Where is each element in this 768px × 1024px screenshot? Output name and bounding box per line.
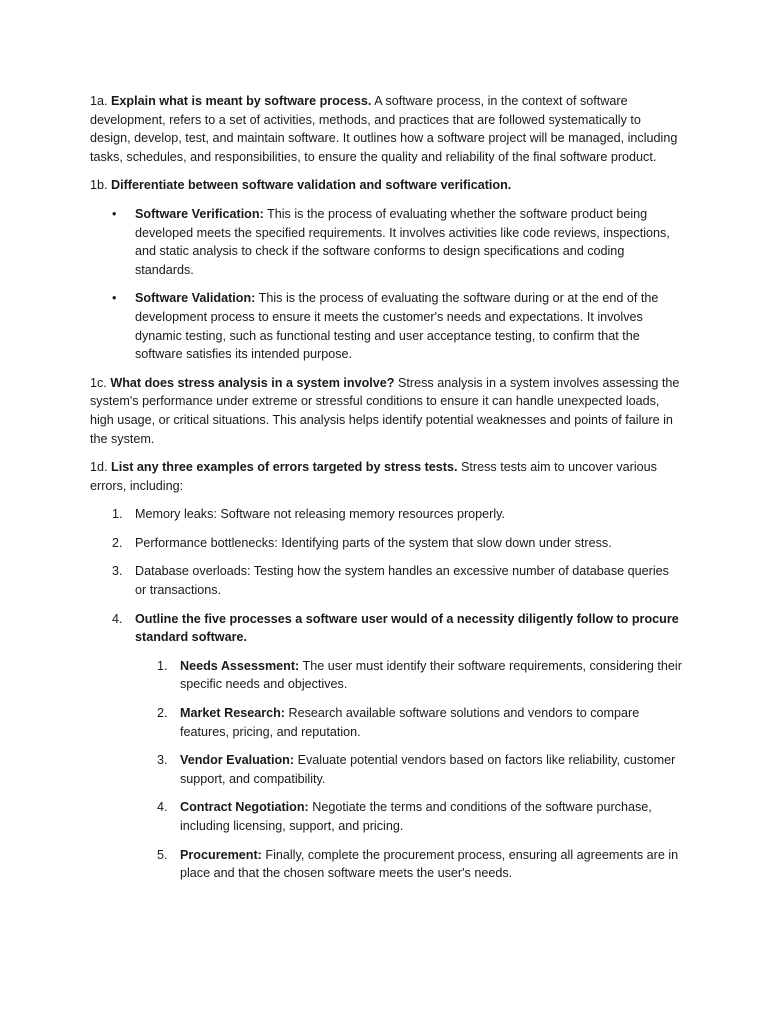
verification-validation-list: [90, 205, 682, 364]
list-number: 4.: [112, 611, 123, 626]
question-1a: [90, 92, 682, 166]
step-item: [135, 751, 682, 788]
step-item: [135, 704, 682, 741]
definition: This is the process of evaluating whether the software product being developed meets the specified requirements. It involves activities like code reviews, inspections, and static analysis to check if the software conforms to design specifications and coding standards.: [135, 206, 670, 277]
term: Software Verification:: [135, 206, 264, 221]
step-item: [135, 657, 682, 694]
question-1c: [90, 374, 682, 448]
list-item: [90, 562, 682, 599]
list-number: 3.: [112, 564, 123, 579]
list-item: [90, 289, 682, 363]
list-number: 1.: [112, 507, 123, 522]
answer-text: A software process, in the context of software development, refers to a set of activities, methods, and practices that are followed systematically to design, develop, test, and maintain software. It outlines how a software project will be managed, including tasks, schedules, and responsibilities, to ensure the quality and reliability of the final software product.: [90, 94, 678, 164]
question-label: 1d.: [90, 460, 108, 475]
step-text: Research available software solutions and vendors to compare features, pricing, and reputation.: [180, 706, 640, 739]
step-text: The user must identify their software requirements, considering their specific needs and objectives.: [180, 658, 682, 692]
question-text: Outline the five processes a software user would of a necessity diligently follow to procure standard software.: [135, 611, 679, 645]
answer-text: Stress tests aim to uncover various errors, including:: [90, 460, 657, 493]
list-item: [90, 205, 682, 279]
term: Software Validation:: [135, 291, 256, 306]
procurement-steps-list: [135, 657, 682, 883]
step-term: Contract Negotiation:: [180, 800, 309, 815]
list-item-procurement: [90, 610, 682, 883]
step-item: [135, 846, 682, 883]
list-number: 2.: [112, 535, 123, 550]
step-text: Finally, complete the procurement process, ensuring all agreements are in place and that the chosen software meets the user's needs.: [180, 847, 679, 881]
list-item: [90, 534, 682, 553]
question-text: What does stress analysis in a system involve?: [110, 375, 395, 390]
step-term: Procurement:: [180, 847, 262, 862]
bullet-marker: •: [112, 206, 117, 221]
question-text: Differentiate between software validation and software verification.: [111, 178, 512, 193]
question-1d: [90, 458, 682, 495]
step-number: 5.: [157, 847, 168, 862]
list-item: [90, 505, 682, 524]
list-text: Memory leaks: Software not releasing memory resources properly.: [135, 507, 506, 522]
question-1b: [90, 176, 682, 195]
step-text: Negotiate the terms and conditions of the software purchase, including licensing, support, and pricing.: [180, 800, 652, 833]
question-label: 1b.: [90, 178, 108, 193]
step-term: Market Research:: [180, 706, 285, 721]
step-text: Evaluate potential vendors based on factors like reliability, customer support, and compatibility.: [180, 753, 676, 786]
stress-error-list: [90, 505, 682, 883]
step-number: 1.: [157, 658, 168, 673]
step-number: 4.: [157, 800, 168, 815]
question-text: List any three examples of errors targeted by stress tests.: [111, 460, 458, 475]
question-text: Explain what is meant by software process.: [111, 94, 372, 108]
step-number: 2.: [157, 706, 168, 721]
step-term: Needs Assessment:: [180, 658, 300, 673]
answer-text: Stress analysis in a system involves assessing the system's performance under extreme or stressful conditions to ensure it can handle unexpected loads, high usage, or critical situations. This analysis helps identify potential weaknesses and points of failure in the system.: [90, 375, 680, 446]
list-text: Performance bottlenecks: Identifying parts of the system that slow down under stress.: [135, 535, 612, 550]
question-label: 1a.: [90, 94, 108, 108]
step-term: Vendor Evaluation:: [180, 753, 295, 768]
list-text: Database overloads: Testing how the system handles an excessive number of database queries or transactions.: [135, 564, 669, 598]
question-label: 1c.: [90, 375, 107, 390]
step-number: 3.: [157, 753, 168, 768]
step-item: [135, 798, 682, 835]
bullet-marker: •: [112, 291, 117, 306]
definition: This is the process of evaluating the software during or at the end of the development process to ensure it meets the customer's needs and expectations. It involves dynamic testing, such as functional testing and user acceptance testing, to confirm that the software satisfies its intended purpose.: [135, 291, 659, 362]
